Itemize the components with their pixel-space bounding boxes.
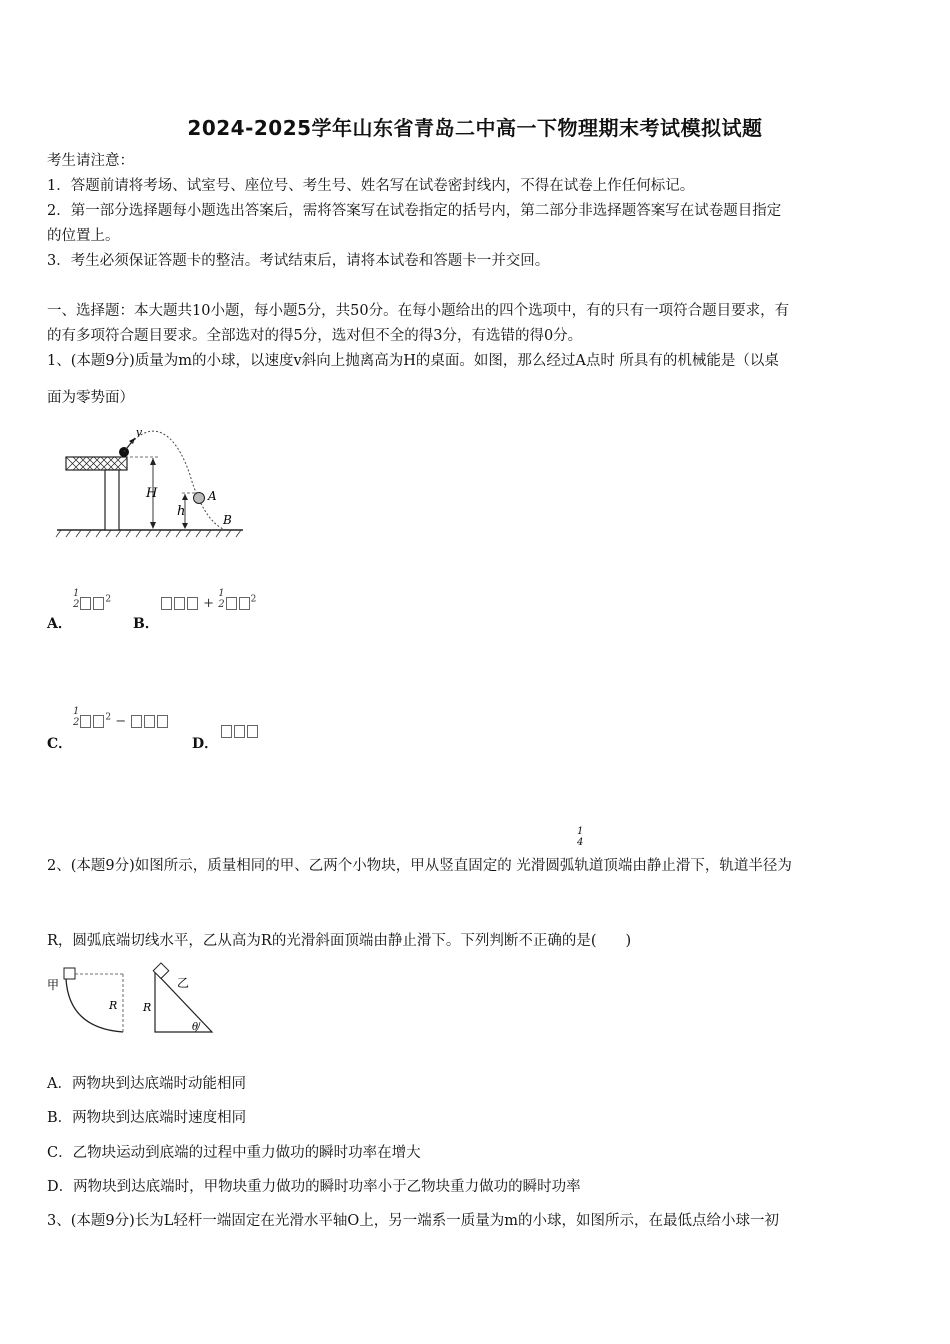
q2-option-c[interactable]: C．乙物块运动到底端的过程中重力做功的瞬时功率在增大 (47, 1145, 421, 1161)
notice-header: 考生请注意： (47, 153, 134, 169)
q1-option-a-formula[interactable]: 1 2 $^2$ (73, 588, 112, 610)
q2-option-d[interactable]: D．两物块到达底端时，甲物块重力做功的瞬时功率小于乙物块重力做功的瞬时功率 (47, 1179, 581, 1195)
q2-option-b[interactable]: B．两物块到达底端时速度相同 (47, 1110, 247, 1126)
label-R1: R (109, 999, 118, 1012)
label-jia: 甲 (47, 978, 60, 992)
q1-option-a-label[interactable]: A． (47, 616, 72, 632)
q3-stem-line-1: 3、(本题9分)长为L轻杆一端固定在光滑水平轴O上，另一端系一质量为m的小球，如图所示，在最低点给小球一初 (47, 1213, 780, 1229)
q2-stem-line-2: R，圆弧底端切线水平，乙从高为R的光滑斜面顶端由静止滑下。下列判断不正确的是( ) (47, 933, 632, 949)
notice-item-2: 2．第一部分选择题每小题选出答案后，需将答案写在试卷指定的括号内，第二部分非选择题答案写在试卷题目指定 (47, 203, 782, 219)
q1-option-c-label[interactable]: C． (47, 736, 73, 752)
page-title: 2024-2025学年山东省青岛二中高一下物理期末考试模拟试题 (187, 116, 763, 140)
q1-stem-line-2: 面为零势面） (47, 390, 134, 406)
q1-option-d-label[interactable]: D． (192, 736, 219, 752)
q1-projectile-figure (55, 420, 250, 540)
label-h: h (177, 504, 186, 519)
q2-stem-line-1: 2、(本题9分)如图所示，质量相同的甲、乙两个小物块，甲从竖直固定的 光滑圆弧轨道顶端由静止滑下，轨道半径为 (47, 858, 792, 874)
section-intro-line-2: 的有多项符合题目要求。全部选对的得5分，选对但不全的得3分，有选错的得0分。 (47, 328, 583, 344)
label-A: A (208, 489, 217, 503)
q2-option-a[interactable]: A．两物块到达底端时动能相同 (47, 1076, 246, 1092)
label-H: H (146, 486, 158, 501)
notice-item-3: 3．考生必须保证答题卡的整洁。考试结束后，请将本试卷和答题卡一并交回。 (47, 253, 550, 269)
q2-track-figure (45, 962, 225, 1042)
q1-option-c-formula[interactable]: 1 2 $^2$ − (73, 706, 169, 729)
section-intro-line-1: 一、选择题：本大题共10小题，每小题5分，共50分。在每小题给出的四个选项中，有的只有一项符合题目要求，有 (47, 303, 790, 319)
label-B: B (223, 513, 232, 527)
label-theta: θ (192, 1022, 199, 1033)
notice-item-1: 1．答题前请将考场、试室号、座位号、考生号、姓名写在试卷密封线内，不得在试卷上作任何标记。 (47, 178, 695, 194)
q1-option-d-formula[interactable] (220, 724, 259, 739)
label-R2: R (143, 1001, 152, 1014)
q1-option-b-label[interactable]: B． (133, 616, 159, 632)
label-yi: 乙 (177, 976, 190, 990)
label-v: v (136, 426, 143, 439)
q2-quarter-fraction: 1 4 (577, 826, 584, 848)
notice-item-2-cont: 的位置上。 (47, 228, 120, 244)
q1-stem-line-1: 1、(本题9分)质量为m的小球，以速度v斜向上抛离高为H的桌面。如图，那么经过A点时 所具有的机械能是（以桌 (47, 353, 779, 369)
q1-option-b-formula[interactable]: + 1 2 $^2$ (160, 588, 256, 611)
